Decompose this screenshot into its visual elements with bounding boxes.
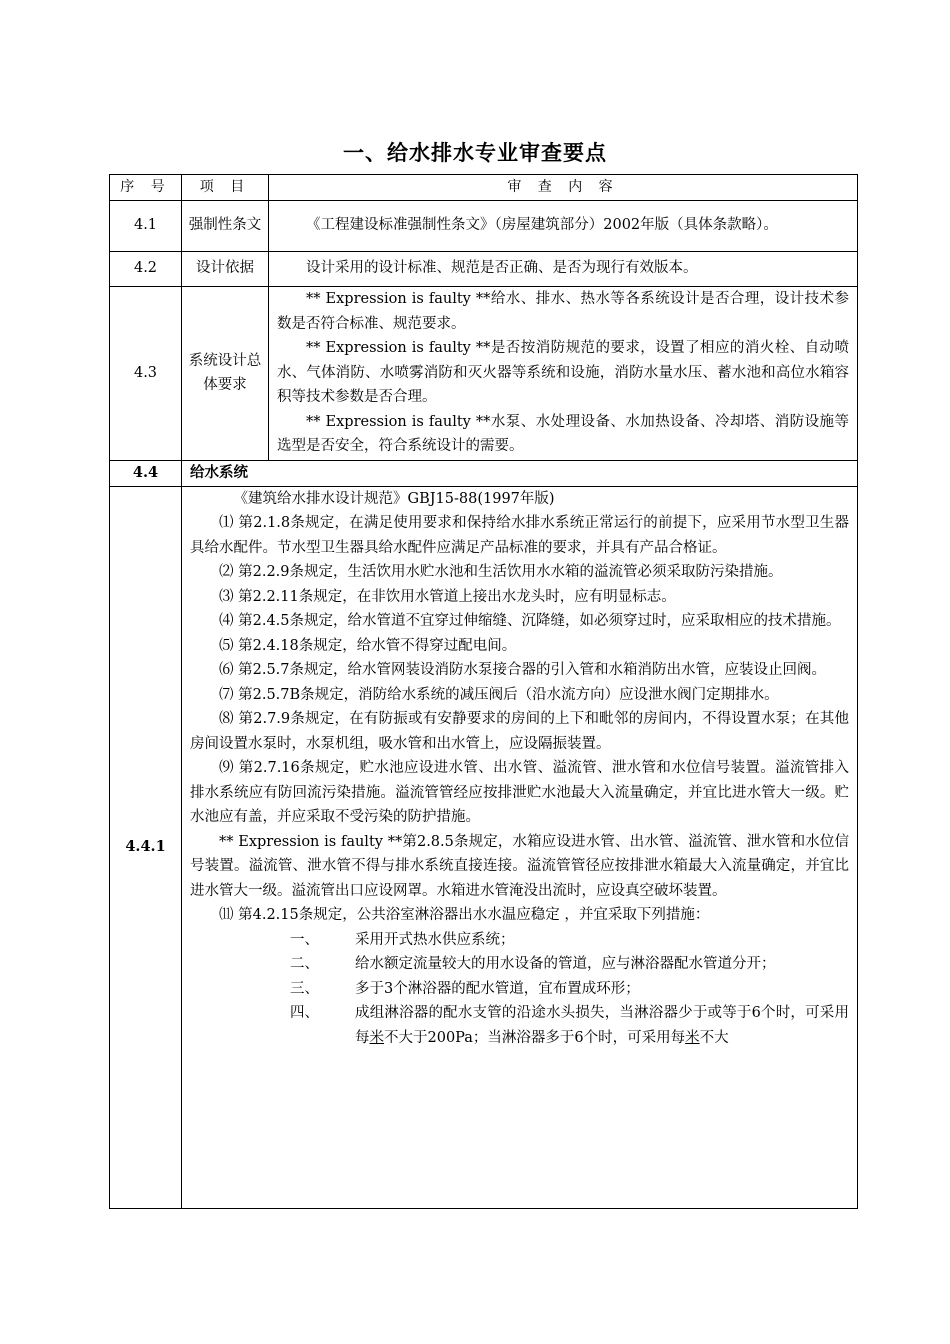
content-clip [190, 487, 849, 1208]
list-number: 三、 [290, 980, 319, 997]
content-paragraph: ** Expression is faulty **是否按消防规范的要求，设置了相应的消火栓、自动喷水、气体消防、水喷雾消防和灭火器等系统和设施，消防水量水压、蓄水池和高位水箱容积等技术参数是否合理。 [277, 340, 849, 406]
content-paragraph: 设计采用的设计标准、规范是否正确、是否为现行有效版本。 [306, 260, 698, 277]
section-row [110, 460, 858, 486]
row-content [269, 251, 858, 286]
row-content [269, 286, 858, 460]
row-number: 4.3 [110, 286, 182, 460]
list-text [355, 1001, 849, 1050]
header-content: 审 查 内 容 [269, 175, 858, 201]
standard-reference: 《建筑给水排水设计规范》GBJ15-88(1997年版) [233, 490, 555, 507]
list-number: 二、 [290, 956, 319, 972]
table-row [110, 486, 858, 1208]
clause-11: ⑾ 第4.2.15条规定，公共浴室淋浴器出水水温应稳定 ，并宜采取下列措施： [219, 907, 710, 923]
row-number: 4.1 [110, 200, 182, 251]
list-text: 多于3个淋浴器的配水管道，宜布置成环形； [355, 980, 640, 997]
row-item: 系统设计总体要求 [182, 286, 269, 460]
row-content [269, 200, 858, 251]
table-header-row [110, 175, 858, 201]
row-item: 设计依据 [182, 251, 269, 286]
list-number: 一、 [290, 931, 319, 948]
table-row [110, 200, 858, 251]
list-text: 给水额定流量较大的用水设备的管道，应与淋浴器配水管道分开； [355, 956, 776, 972]
clause-8: ⑻ 第2.7.9条规定，在有防振或有安静要求的房间的上下和毗邻的房间内，不得设置水泵；在其他房间设置水泵时，水泵机组，吸水管和出水管上，应设隔振装置。 [190, 711, 849, 752]
row-number: 4.4.1 [110, 486, 182, 1208]
clause-10: ** Expression is faulty **第2.8.5条规定，水箱应设进水管、出水管、溢流管、泄水管和水位信号装置。溢流管、泄水管不得与排水系统直接连接。溢流管管径应按排泄水箱最大入流量确定，并宜比进水管大一级。溢流管出口应设网罩。水箱进水管淹没出流时，应设真空破坏装置。 [190, 833, 849, 899]
section-number: 4.4 [110, 460, 182, 486]
list-item [190, 952, 849, 977]
table-row [110, 286, 858, 460]
clause-7: ⑺ 第2.5.7B条规定，消防给水系统的减压阀后（沿水流方向）应设泄水阀门定期排水。 [219, 686, 779, 703]
review-table [109, 174, 858, 1209]
section-title: 给水系统 [182, 460, 858, 486]
list-item [190, 928, 849, 953]
underlined-unit: 米 [369, 1029, 384, 1046]
clause-4: ⑷ 第2.4.5条规定，给水管道不宜穿过伸缩缝、沉降缝，如必须穿过时，应采取相应的技术措施。 [219, 613, 841, 629]
clause-5: ⑸ 第2.4.18条规定，给水管不得穿过配电间。 [219, 637, 517, 654]
clause-3: ⑶ 第2.2.11条规定，在非饮用水管道上接出水龙头时，应有明显标志。 [219, 588, 676, 605]
content-paragraph: ** Expression is faulty **水泵、水处理设备、水加热设备、冷却塔、消防设施等选型是否安全，符合系统设计的需要。 [277, 413, 849, 455]
list-text: 采用开式热水供应系统； [355, 931, 515, 948]
table-row [110, 251, 858, 286]
list-text-part: 不大 [699, 1029, 729, 1046]
list-text-part: 成组淋浴器的配水支管的沿途水头损失，当淋浴器少于或等于6个时，可采用每 [355, 1005, 849, 1046]
clause-9: ⑼ 第2.7.16条规定，贮水池应设进水管、出水管、溢流管、泄水管和水位信号装置。溢流管排入排水系统应有防回流污染措施。溢流管管经应按排泄贮水池最大入流量确定，并宜比进水管大一级。贮水池应有盖，并应采取不受污染的防护措施。 [190, 760, 849, 825]
underlined-unit: 米 [685, 1029, 700, 1046]
list-text-part: 不大于200Pa；当淋浴器多于6个时，可采用每 [384, 1029, 686, 1046]
clause-2: ⑵ 第2.2.9条规定，生活饮用水贮水池和生活饮用水水箱的溢流管必须采取防污染措施。 [219, 564, 783, 580]
content-paragraph: ** Expression is faulty **给水、排水、热水等各系统设计是否合理，设计技术参数是否符合标准、规范要求。 [277, 291, 849, 332]
row-number: 4.2 [110, 251, 182, 286]
header-item: 项 目 [182, 175, 269, 201]
list-item [190, 977, 849, 1002]
content-paragraph: 《工程建设标准强制性条文》（房屋建筑部分）2002年版（具体条款略）。 [306, 217, 778, 234]
header-seq: 序 号 [110, 175, 182, 201]
row-item: 强制性条文 [182, 200, 269, 251]
clause-1: ⑴ 第2.1.8条规定，在满足使用要求和保持给水排水系统正常运行的前提下，应采用节水型卫生器具给水配件。节水型卫生器具给水配件应满足产品标准的要求，并具有产品合格证。 [190, 515, 849, 556]
page-title: 一、给水排水专业审查要点 [343, 141, 607, 165]
list-number: 四、 [290, 1005, 319, 1021]
clause-6: ⑹ 第2.5.7条规定，给水管网装设消防水泵接合器的引入管和水箱消防出水管，应装设止回阀。 [219, 662, 826, 678]
list-item [190, 1001, 849, 1050]
row-content [182, 486, 858, 1208]
